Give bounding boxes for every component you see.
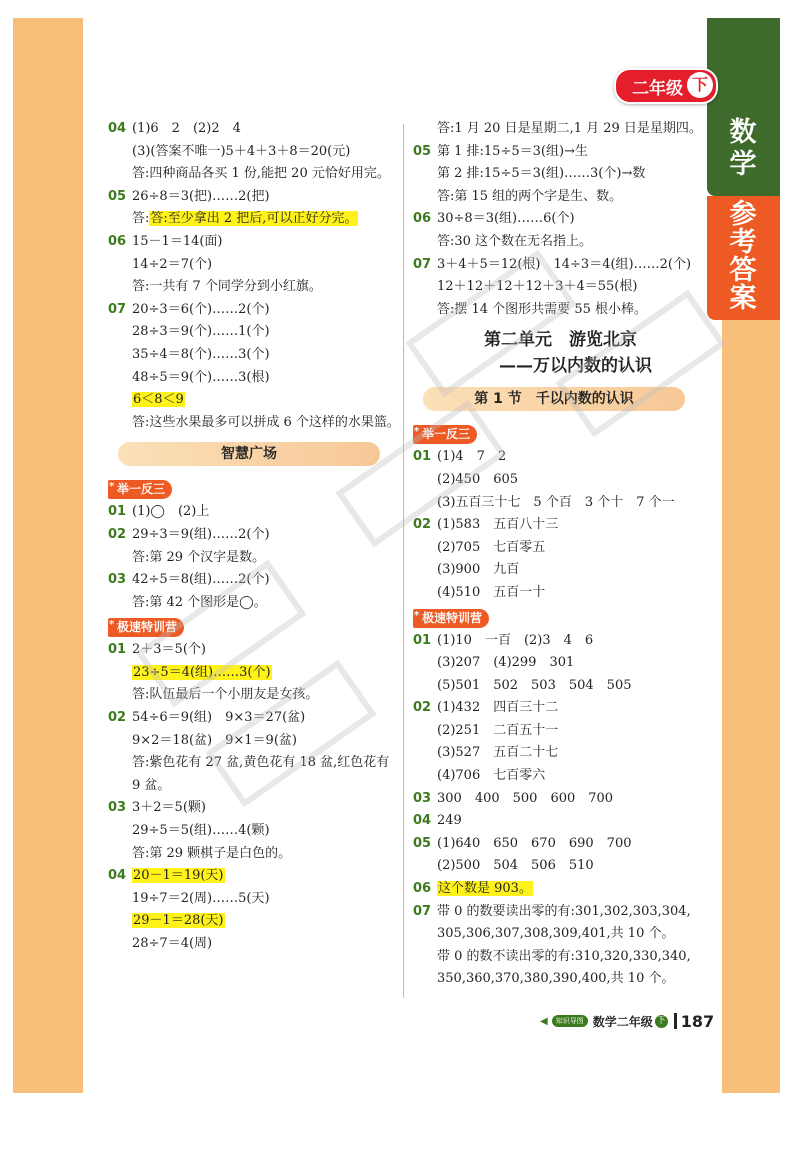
- answer-line: 05 (1)640 650 670 690 700: [413, 835, 632, 851]
- footer-subject: 数学二年级: [592, 1014, 653, 1029]
- answer-line: 9×2＝18(盆) 9×1＝9(盆): [132, 732, 297, 748]
- unit-subtitle: ——万以内数的认识: [499, 356, 652, 377]
- unit-title: 第二单元 游览北京: [484, 330, 637, 351]
- section-tag: * 极速特训营: [108, 618, 184, 637]
- answer-line: 07 3＋4＋5＝12(根) 14÷3＝4(组)……2(个): [413, 256, 692, 272]
- answer-line: 答:四种商品各买 1 份,能把 20 元恰好用完。: [132, 166, 390, 182]
- highlighted-answer: 20－1＝19(天): [133, 868, 224, 884]
- left-column: [108, 118, 400, 956]
- section-title-bar: 第 1 节 千以内数的认识: [423, 387, 685, 411]
- answer-line: [108, 662, 400, 685]
- answer-line: 29÷5＝5(组)……4(颗): [132, 823, 270, 839]
- page-footer: [540, 1010, 714, 1032]
- answer-line: 28÷3＝9(个)……1(个): [132, 324, 270, 340]
- answer-line: 03 42÷5＝8(组)……2(个): [108, 572, 270, 588]
- answer-line: 07 20÷3＝6(个)……2(个): [108, 301, 270, 317]
- highlighted-answer: 6＜8＜9: [133, 392, 184, 408]
- answer-line: 48÷5＝9(个)……3(根): [132, 369, 270, 385]
- section-tag: * 举一反三: [108, 480, 172, 499]
- answer-line: 答:紫色花有 27 盆,黄色花有 18 盆,红色花有 9 盆。: [132, 755, 390, 793]
- section-title-bar: 智慧广场: [118, 442, 380, 466]
- answer-line: 答:这些水果最多可以拼成 6 个这样的水果篮。: [132, 414, 400, 430]
- highlighted-answer: 答:至少拿出 2 把后,可以正好分完。: [150, 211, 358, 227]
- answer-line: 04 (1)6 2 (2)2 4: [108, 121, 241, 136]
- answer-line: 03 3＋2＝5(颗): [108, 800, 206, 816]
- answer-line: (4)706 七百零六: [437, 768, 546, 784]
- answer-line: 06 这个数是 903。: [413, 881, 532, 897]
- answer-line: 02 (1)432 四百三十二: [413, 700, 559, 716]
- section-tag: * 举一反三: [413, 425, 477, 444]
- answer-line: (3)900 九百: [437, 562, 520, 578]
- page-number: 187: [680, 1011, 715, 1031]
- answer-line: 第 2 排:15÷5＝3(组)……3(个)→数: [437, 166, 646, 182]
- answer-line: 答:30 这个数在无名指上。: [437, 233, 593, 249]
- subject-tab-char-1: 数: [729, 117, 757, 148]
- answer-line: 带 0 的数不读出零的有:310,320,330,340,: [437, 948, 691, 964]
- answer-line: 02 54÷6＝9(组) 9×3＝27(盆): [108, 710, 306, 726]
- answer-line: (3)527 五百二十七: [437, 745, 559, 761]
- answer-line: (2)251 二百五十一: [437, 722, 559, 738]
- grade-label: 二年级: [632, 79, 683, 99]
- answer-line: 答:第 15 组的两个字是生、数。: [437, 188, 623, 204]
- answer-line: [108, 389, 400, 412]
- highlighted-answer: 29－1＝28(天): [133, 913, 224, 929]
- answer-line: 答:一共有 7 个同学分到小红旗。: [132, 279, 322, 295]
- answer-line: 答:第 29 颗棋子是白色的。: [132, 845, 292, 861]
- answer-line: (2)450 605: [437, 471, 519, 487]
- grade-badge: [614, 68, 718, 104]
- answer-line: (3)207 (4)299 301: [437, 655, 575, 671]
- answer-line: 05 第 1 排:15÷5＝3(组)→生: [413, 143, 588, 159]
- answer-line: 12＋12＋12＋12＋3＋4＝55(根): [437, 279, 638, 295]
- subject-tab-char-2: 学: [729, 149, 757, 180]
- answer-line: 07 带 0 的数要读出零的有:301,302,303,304,: [413, 903, 691, 919]
- answer-line: 03 300 400 500 600 700: [413, 790, 614, 806]
- answer-line: 答:1 月 20 日是星期二,1 月 29 日是星期四。: [437, 121, 702, 136]
- answer-line: 04 20－1＝19(天): [108, 868, 224, 884]
- answers-tab-char-4: 案: [729, 283, 757, 314]
- left-margin-strip: [13, 18, 83, 1093]
- answer-line: 答:队伍最后一个小朋友是女孩。: [132, 687, 319, 703]
- answer-line: 答:答:至少拿出 2 把后,可以正好分完。: [132, 211, 358, 227]
- triangle-left-icon: ◀: [540, 1015, 548, 1027]
- footer-sub-badge: 下: [656, 1015, 666, 1026]
- answer-line: 01 (1)◯ (2)上: [108, 504, 210, 520]
- answer-line: (4)510 五百一十: [437, 584, 546, 600]
- answer-line: 01 (1)4 7 2: [413, 449, 507, 465]
- answer-line: [108, 910, 400, 933]
- answers-tab-char-2: 考: [729, 227, 757, 258]
- answer-line: (2)500 504 506 510: [437, 858, 594, 874]
- answer-line: 答:第 42 个图形是◯。: [132, 594, 267, 610]
- answers-tab-char-1: 参: [729, 199, 757, 230]
- answer-line: (5)501 502 503 504 505: [437, 677, 632, 693]
- answer-line: (3)五百三十七 5 个百 3 个十 7 个一: [437, 494, 675, 510]
- answer-line: 01 2＋3＝5(个): [108, 642, 206, 658]
- answer-line: 14÷2＝7(个): [132, 256, 213, 272]
- answer-line: 06 15－1＝14(面): [108, 233, 223, 249]
- grade-sub-label: 下: [687, 72, 713, 98]
- highlighted-answer: 23÷5＝4(组)……3(个): [133, 664, 271, 680]
- answers-tab-char-3: 答: [729, 255, 757, 286]
- right-column: [413, 118, 708, 991]
- highlighted-answer: 这个数是 903。: [438, 881, 532, 897]
- answer-line: 28÷7＝4(周): [132, 936, 213, 951]
- answer-line: 06 30÷8＝3(组)……6(个): [413, 211, 575, 227]
- answer-line: 19÷7＝2(周)……5(天): [132, 890, 270, 906]
- answer-line: 02 29÷3＝9(组)……2(个): [108, 526, 270, 542]
- answer-line: 05 26÷8＝3(把)……2(把): [108, 188, 270, 204]
- answer-line: (2)705 七百零五: [437, 539, 546, 555]
- answer-line: 04 249: [413, 813, 462, 829]
- answer-line: 答:第 29 个汉字是数。: [132, 549, 266, 565]
- section-tag: * 极速特训营: [413, 609, 489, 628]
- answer-line: 35÷4＝8(个)……3(个): [132, 346, 270, 362]
- answer-line: 01 (1)10 一百 (2)3 4 6: [413, 632, 594, 648]
- subject-tab: [707, 18, 780, 196]
- answer-line: 答:摆 14 个图形共需要 55 根小棒。: [437, 301, 647, 317]
- answers-tab: [707, 196, 780, 320]
- footer-separator: [674, 1013, 677, 1029]
- answer-line: 305,306,307,308,309,401,共 10 个。: [437, 926, 675, 942]
- column-divider: [403, 124, 404, 998]
- footer-badge: 知识导图: [552, 1015, 588, 1027]
- answer-line: 02 (1)583 五百八十三: [413, 517, 559, 533]
- answer-line: 350,360,370,380,390,400,共 10 个。: [437, 971, 675, 987]
- answer-line: (3)(答案不唯一)5＋4＋3＋8＝20(元): [132, 143, 351, 159]
